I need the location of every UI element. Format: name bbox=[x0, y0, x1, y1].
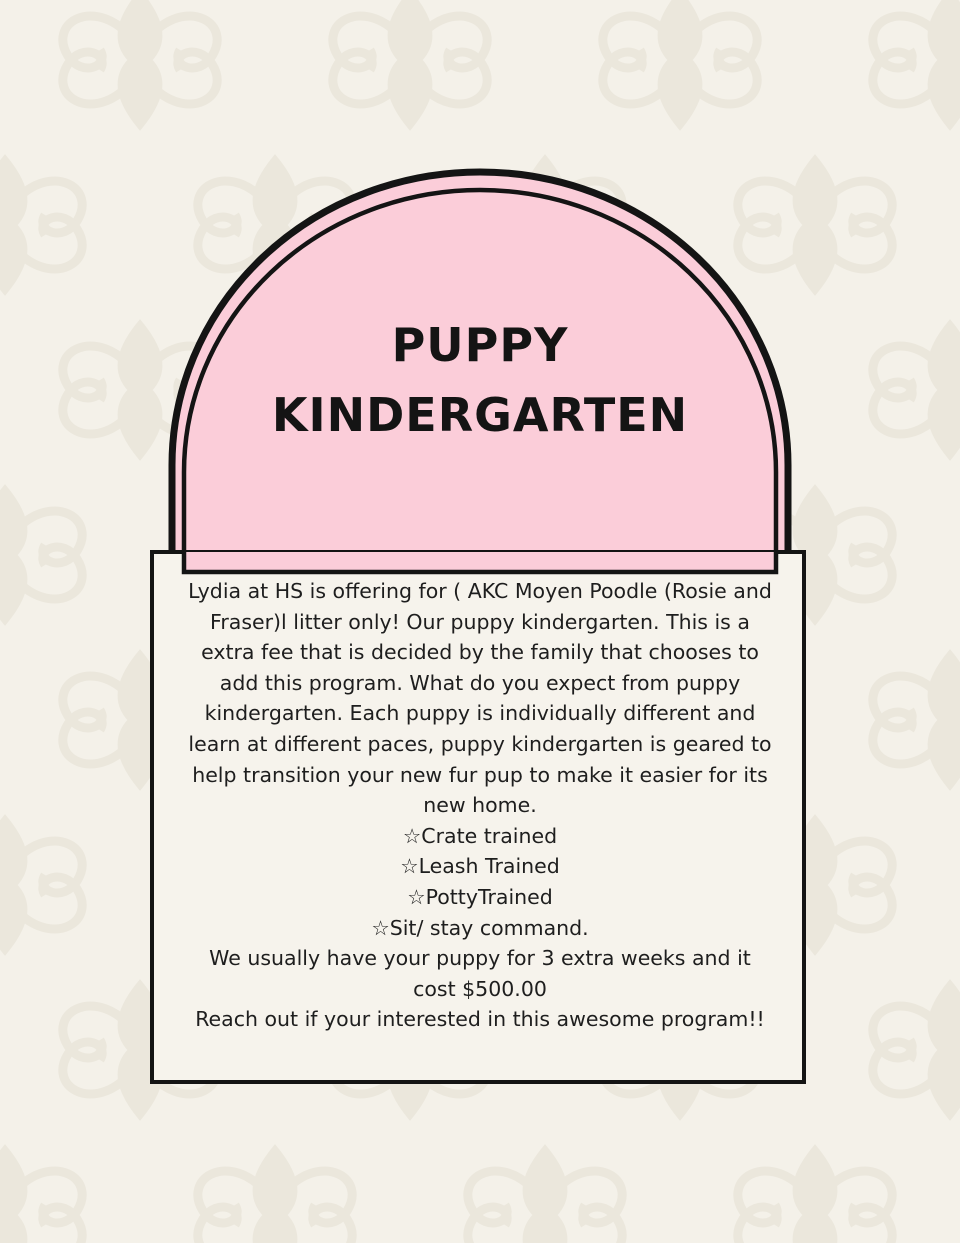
title-kindergarten: KINDERGARTEN bbox=[271, 388, 689, 442]
program-description bbox=[188, 576, 772, 1035]
feature-potty-trained: ☆PottyTrained bbox=[407, 884, 553, 909]
arch-base bbox=[184, 552, 776, 572]
feature-crate-trained: ☆Crate trained bbox=[402, 823, 558, 848]
call-to-action-text: Reach out if your interested in this awesome program!! bbox=[195, 1007, 765, 1032]
title-puppy: PUPPY bbox=[391, 318, 569, 372]
feature-leash-trained: ☆Leash Trained bbox=[400, 854, 560, 879]
feature-sit-stay: ☆Sit/ stay command. bbox=[371, 915, 589, 940]
intro-paragraph: Lydia at HS is offering for ( AKC Moyen Poodle (Rosie and Fraser)l litter only! Our puppy kindergarten. This is a extra fee that is decided by the family that chooses to add this program. What do you expect from puppy kindergarten. Each puppy is individually different and learn at different paces, puppy kindergarten is geared to help transition your new fur pup to make it easier for its new home. bbox=[188, 579, 772, 818]
duration-cost-text: We usually have your puppy for 3 extra weeks and it cost $500.00 bbox=[209, 946, 751, 1001]
